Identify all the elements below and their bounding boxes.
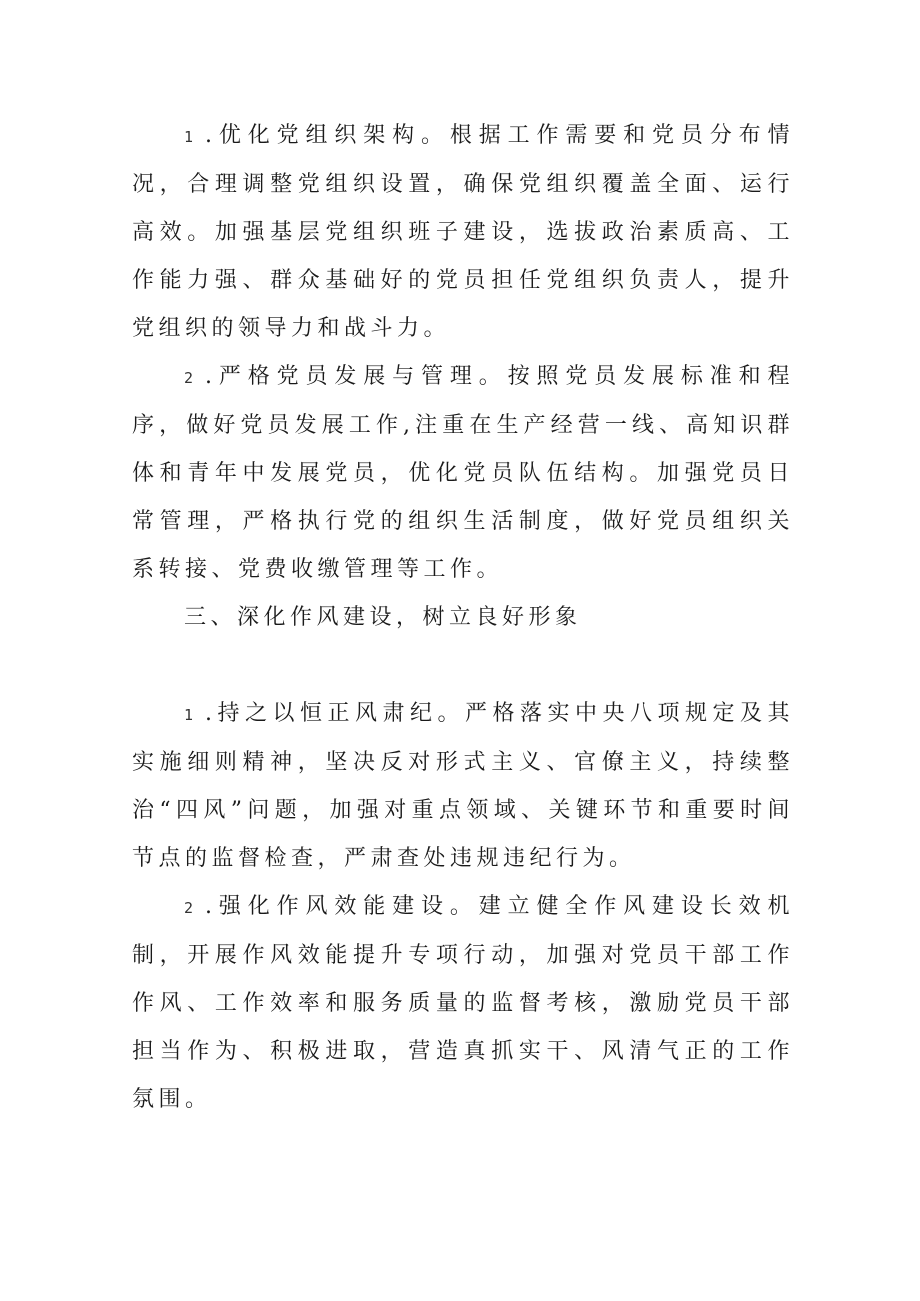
- spacer: [132, 642, 794, 690]
- section-heading: 三、深化作风建设，树立良好形象: [184, 605, 582, 630]
- paragraph-text: .持之以恒正风肃纪。严格落实中央八项规定及其实施细则精神，坚决反对形式主义、官僚主义，持续整治“四风”问题，加强对重点领域、关键环节和重要时间节点的监督检查，严肃查处违规违纪行为。: [132, 701, 794, 871]
- paragraph-text: .严格党员发展与管理。按照党员发展标准和程序，做好党员发展工作,注重在生产经营一线、高知识群体和青年中发展党员，优化党员队伍结构。加强党员日常管理，严格执行党的组织生活制度，做好党员组织关系转接、党费收缴管理等工作。: [132, 364, 794, 582]
- paragraph-optimize-party-organization: [132, 112, 794, 353]
- paragraph-work-style-efficiency: [132, 883, 794, 1124]
- paragraph-member-development: [132, 353, 794, 594]
- paragraph-discipline: [132, 690, 794, 883]
- paragraph-number: 2: [184, 899, 194, 917]
- paragraph-number: 2: [184, 369, 194, 387]
- document-body: [132, 112, 794, 1124]
- paragraph-text: .优化党组织架构。根据工作需要和党员分布情况，合理调整党组织设置，确保党组织覆盖全面、运行高效。加强基层党组织班子建设，选拔政治素质高、工作能力强、群众基础好的党员担任党组织负责人，提升党组织的领导力和战斗力。: [132, 123, 794, 341]
- paragraph-number: 1: [184, 128, 194, 146]
- paragraph-text: .强化作风效能建设。建立健全作风建设长效机制，开展作风效能提升专项行动，加强对党员干部工作作风、工作效率和服务质量的监督考核，激励党员干部担当作为、积极进取，营造真抓实干、风清气正的工作氛围。: [132, 894, 794, 1112]
- paragraph-number: 1: [184, 706, 194, 724]
